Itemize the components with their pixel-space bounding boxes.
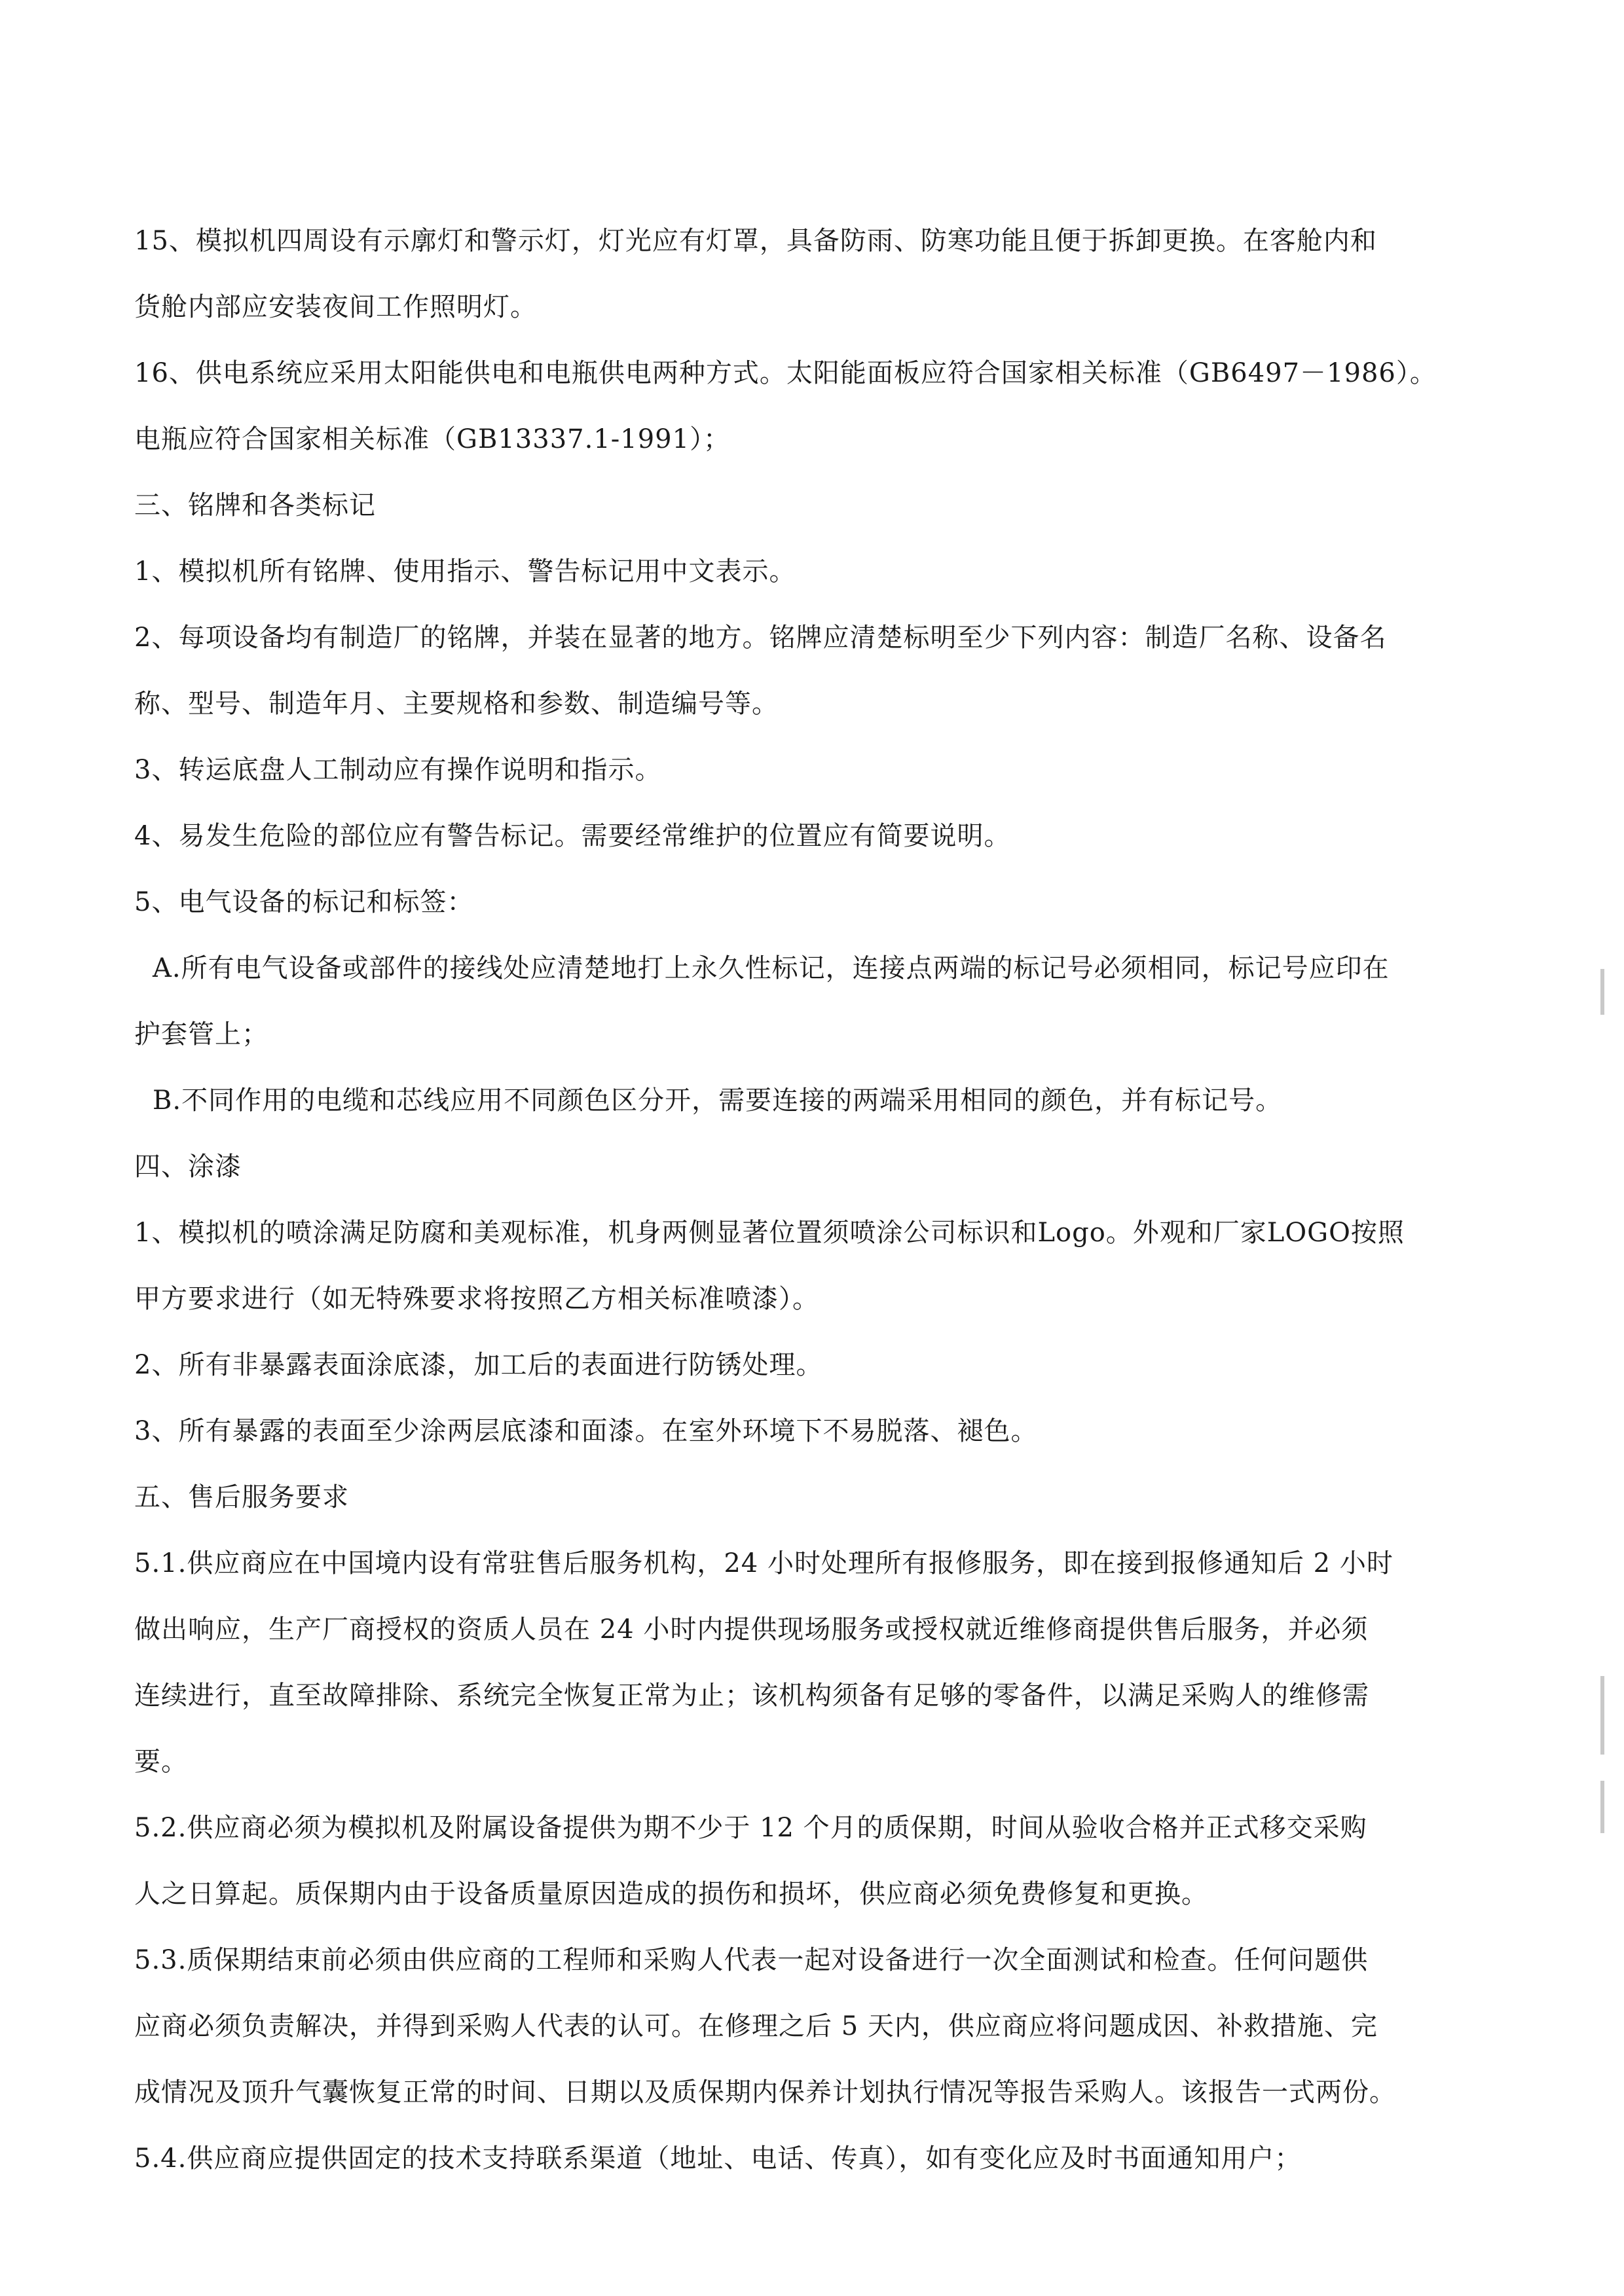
text-line: 货舱内部应安装夜间工作照明灯。 [134, 292, 537, 322]
text-line: 5.4.供应商应提供固定的技术支持联系渠道（地址、电话、传真），如有变化应及时书面通知用户； [134, 2143, 1302, 2174]
text-line: 1、模拟机的喷涂满足防腐和美观标准，机身两侧显著位置须喷涂公司标识和Logo。外观和厂家LOGO按照 [134, 1218, 1405, 1248]
text-line: 5.2.供应商必须为模拟机及附属设备提供为期不少于 12 个月的质保期，时间从验收合格并正式移交采购 [134, 1813, 1367, 1843]
scan-edge-mark [1600, 1781, 1604, 1833]
text-line: 连续进行，直至故障排除、系统完全恢复正常为止；该机构须备有足够的零备件，以满足采购人的维修需 [134, 1681, 1369, 1711]
section-heading: 五、售后服务要求 [134, 1482, 349, 1512]
text-line: 应商必须负责解决，并得到采购人代表的认可。在修理之后 5 天内，供应商应将问题成因、补救措施、完 [134, 2011, 1378, 2041]
section-heading: 三、铭牌和各类标记 [134, 490, 376, 520]
text-line: 成情况及顶升气囊恢复正常的时间、日期以及质保期内保养计划执行情况等报告采购人。该报告一式两份。 [134, 2077, 1396, 2107]
text-line: 16、供电系统应采用太阳能供电和电瓶供电两种方式。太阳能面板应符合国家相关标准（GB6497－1986）。 [134, 358, 1437, 388]
text-line: 3、转运底盘人工制动应有操作说明和指示。 [134, 755, 662, 785]
scan-edge-mark [1600, 969, 1604, 1015]
text-line: 5.1.供应商应在中国境内设有常驻售后服务机构，24 小时处理所有报修服务，即在接到报修通知后 2 小时 [134, 1548, 1393, 1578]
text-line: 护套管上； [134, 1019, 268, 1049]
text-line: 15、模拟机四周设有示廓灯和警示灯，灯光应有灯罩，具备防雨、防寒功能且便于拆卸更换。在客舱内和 [134, 226, 1377, 256]
text-line: B.不同作用的电缆和芯线应用不同颜色区分开，需要连接的两端采用相同的颜色，并有标记号。 [153, 1085, 1283, 1116]
text-line: 5.3.质保期结束前必须由供应商的工程师和采购人代表一起对设备进行一次全面测试和检查。任何问题供 [134, 1945, 1369, 1975]
text-line: 甲方要求进行（如无特殊要求将按照乙方相关标准喷漆）。 [134, 1284, 819, 1314]
document-body [134, 208, 1464, 2192]
text-line: 要。 [134, 1747, 188, 1777]
text-line: 4、易发生危险的部位应有警告标记。需要经常维护的位置应有简要说明。 [134, 821, 1011, 851]
text-line: 1、模拟机所有铭牌、使用指示、警告标记用中文表示。 [134, 556, 796, 587]
text-line: 5、电气设备的标记和标签： [134, 887, 474, 917]
scan-edge-mark [1600, 1676, 1604, 1755]
text-line: 电瓶应符合国家相关标准（GB13337.1-1991）； [134, 424, 731, 454]
text-line: 称、型号、制造年月、主要规格和参数、制造编号等。 [134, 689, 779, 719]
text-line: 3、所有暴露的表面至少涂两层底漆和面漆。在室外环境下不易脱落、褪色。 [134, 1416, 1038, 1446]
text-line: 人之日算起。质保期内由于设备质量原因造成的损伤和损坏，供应商必须免费修复和更换。 [134, 1879, 1208, 1909]
text-line: 做出响应，生产厂商授权的资质人员在 24 小时内提供现场服务或授权就近维修商提供售后服务，并必须 [134, 1614, 1369, 1645]
text-line: 2、每项设备均有制造厂的铭牌，并装在显著的地方。铭牌应清楚标明至少下列内容：制造厂名称、设备名 [134, 623, 1387, 653]
text-line: 2、所有非暴露表面涂底漆，加工后的表面进行防锈处理。 [134, 1350, 823, 1380]
section-heading: 四、涂漆 [134, 1152, 242, 1182]
text-line: A.所有电气设备或部件的接线处应清楚地打上永久性标记，连接点两端的标记号必须相同，标记号应印在 [153, 953, 1390, 983]
